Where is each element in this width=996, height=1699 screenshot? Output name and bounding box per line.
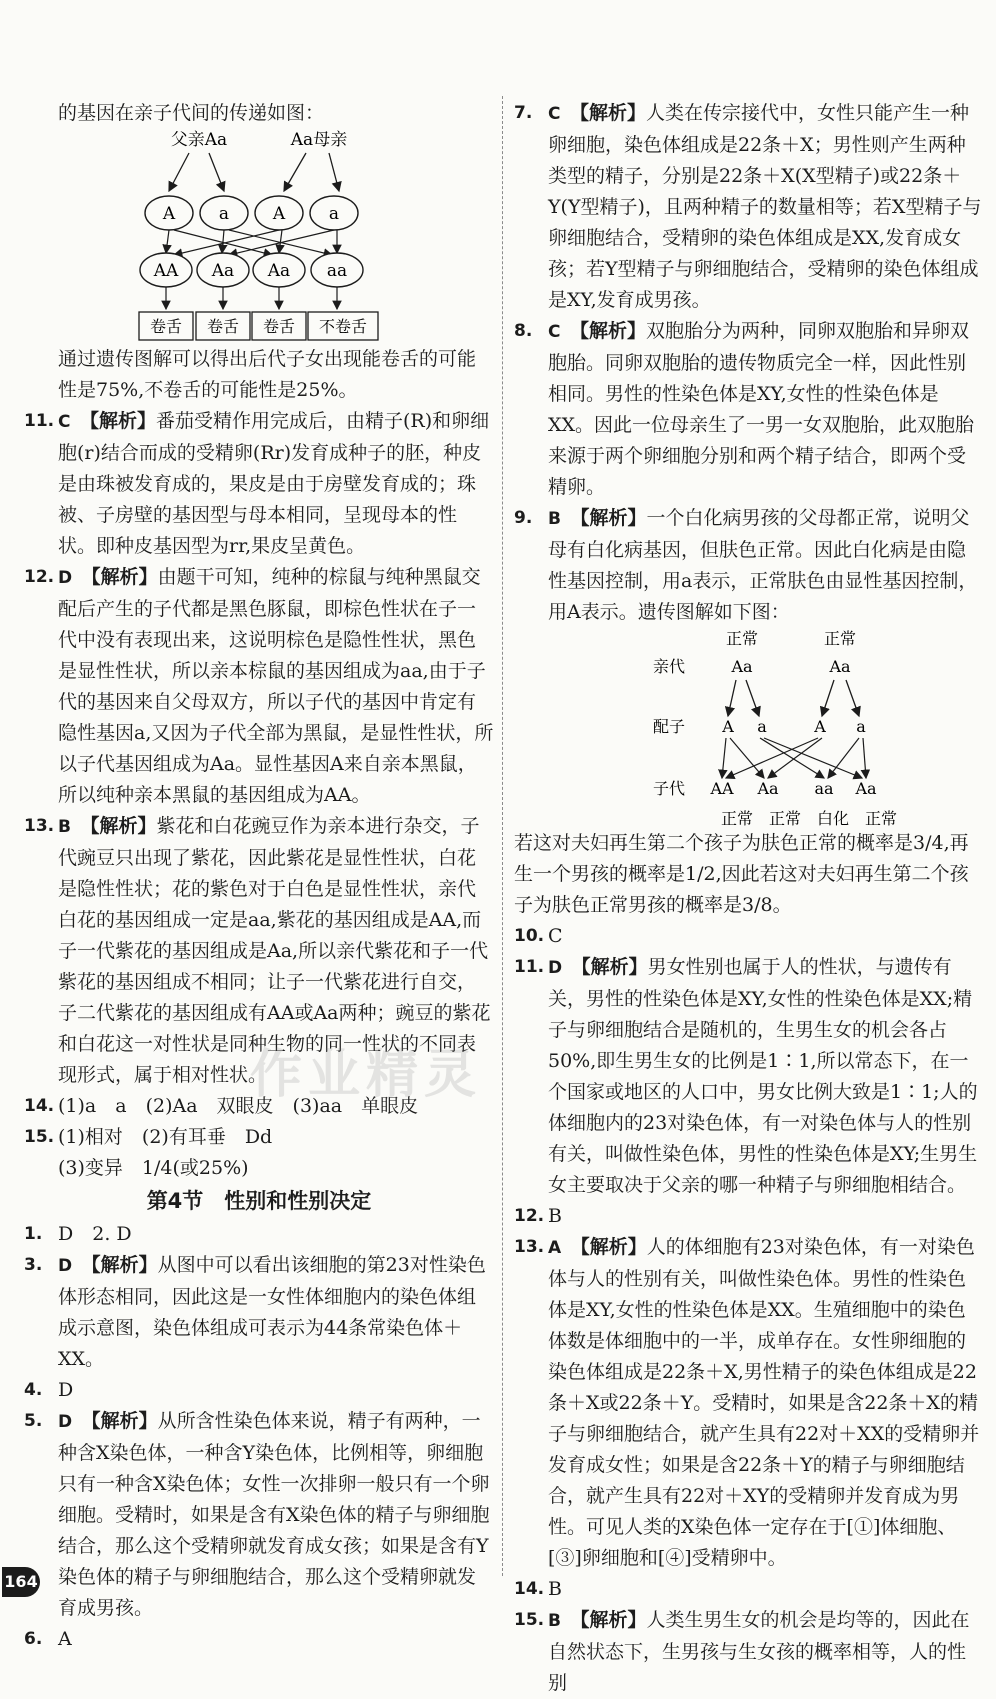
offspring-label: AA [153, 261, 179, 281]
watermark: 作业精灵 [250, 1045, 483, 1105]
answer-number: 7. [514, 103, 533, 123]
analysis-tag: 【解析】 [89, 815, 157, 837]
row-label-gametes: 配子 [652, 717, 686, 736]
answer-number: 3. [24, 1255, 43, 1275]
analysis-tag: 【解析】 [579, 507, 647, 529]
row-label-offspring: 子代 [652, 779, 686, 798]
mother-label: Aa母亲 [290, 130, 348, 150]
answer-text: 紫花和白花豌豆作为亲本进行杂交，子代豌豆只出现了紫花，因此紫花是显性性状，白花是隐性性状；花的紫色对于白色是显性性状，亲代白花的基因组成一定是aa,紫花的基因组成是AA,而子一代紫花的基因组成是Aa,所以亲代紫花和子一代紫花的基因组成不相同；让子一代紫花进行自交，子二代紫花的基因组成有AA或Aa两种；豌豆的紫花和白花这一对性状是同种生物的同一性状的不同表现形式，属于相对性状。 [58, 815, 491, 1086]
answer-number: 6. [24, 1629, 43, 1649]
answer-13r [514, 1232, 984, 1574]
parent-genotype: Aa [829, 657, 851, 676]
offspring-genotype: AA [710, 779, 734, 798]
answer-choice: B [548, 509, 561, 529]
answer-11 [24, 406, 494, 562]
phenotype-label: 卷舌 [206, 317, 240, 336]
answer-text: D 2. D [58, 1223, 132, 1245]
intro-text: 的基因在亲子代间的传递如图： [58, 102, 325, 124]
parent-phenotype: 正常 [823, 629, 857, 648]
answer-choice: D [58, 568, 73, 588]
section-title: 第4节 性别和性别决定 [146, 1189, 372, 1213]
answer-text: 人类在传宗接代中，女性只能产生一种卵细胞，染色体组成是22条＋X；男性则产生两种类型的精子，分别是22条＋X(X型精子)或22条＋Y(Y型精子)，且两种精子的数量相等；若X型精子与卵细胞结合，受精卵的染色体组成是XX,发育成女孩；若Y型精子与卵细胞结合，受精卵的染色体组成是XY,发育成男孩。 [548, 102, 982, 311]
analysis-tag: 【解析】 [581, 956, 648, 978]
answer-12 [24, 562, 494, 811]
gamete-label: a [328, 204, 340, 224]
offspring-genotype: Aa [757, 779, 779, 798]
answer-text: 从所含性染色体来说，精子有两种，一种含X染色体，一种含Y染色体，比例相等，卵细胞只有一种含X染色体；女性一次排卵一般只有一个卵细胞。受精时，如果是含有X染色体的精子与卵细胞结合，那么这个受精卵就发育成女孩；如果是含有Y染色体的精子与卵细胞结合，那么这个受精卵就发育成男孩。 [58, 1410, 490, 1619]
parent-genotype: Aa [731, 657, 753, 676]
answer-9 [514, 503, 984, 628]
answer-text: (3)变异 1/4(或25%) [58, 1157, 249, 1179]
answer-choice: B [548, 1611, 561, 1631]
analysis-tag: 【解析】 [579, 1609, 647, 1631]
answer-number: 14. [24, 1096, 55, 1116]
offspring-label: aa [326, 261, 348, 281]
answer-14r [514, 1574, 984, 1605]
answer-choice: D [548, 958, 563, 978]
offspring-label: Aa [267, 261, 291, 281]
answer-text: (1)a a (2)Aa 双眼皮 (3)aa 单眼皮 [58, 1095, 419, 1117]
answer-text: A [58, 1628, 72, 1650]
answer-12r [514, 1201, 984, 1232]
answer-choice: C [58, 412, 71, 432]
answer-text: 男女性别也属于人的性状，与遗传有关，男性的性染色体是XY,女性的性染色体是XX;精子与卵细胞结合是随机的，生男生女的机会各占50%,即生男生女的比例是1∶1,所以常态下，在一个国家或地区的人口中，男女比例大致是1∶1;人的体细胞内的23对染色体，有一对染色体与人的性别有关，叫做性染色体，男性的性染色体是XY;生男生女主要取决于父亲的哪一种精子与卵细胞相结合。 [548, 956, 978, 1196]
answer-6 [24, 1624, 494, 1655]
rolling-tongue-diagram [34, 129, 474, 344]
analysis-tag: 【解析】 [580, 1236, 647, 1258]
answer-10 [514, 921, 984, 952]
answer-choice: A [548, 1238, 562, 1258]
answer-number: 9. [514, 508, 533, 528]
gamete-label: A [814, 717, 826, 736]
phenotype-label: 卷舌 [262, 317, 296, 336]
gamete-label: A [162, 204, 176, 224]
offspring-phenotypes: 正常 正常 白化 正常 [720, 809, 898, 828]
answer-text: B [548, 1205, 562, 1227]
answer-choice: C [548, 322, 561, 342]
father-label: 父亲Aa [170, 130, 228, 150]
left-column [24, 98, 494, 1655]
answer-11r [514, 952, 984, 1201]
offspring-genotype: Aa [855, 779, 877, 798]
answer-4 [24, 1375, 494, 1406]
parent-phenotype: 正常 [725, 629, 759, 648]
answer-number: 1. [24, 1224, 43, 1244]
analysis-tag: 【解析】 [89, 410, 157, 432]
probability-text: 若这对夫妇再生第二个孩子为肤色正常的概率是3/4,再生一个男孩的概率是1/2,因此若这对夫妇再生第二个孩子为肤色正常男孩的概率是3/8。 [514, 832, 969, 916]
answer-text: 一个白化病男孩的父母都正常，说明父母有白化病基因，但肤色正常。因此白化病是由隐性基因控制，用a表示，正常肤色由显性基因控制，用A表示。遗传图解如下图： [548, 507, 978, 623]
answer-7 [514, 98, 984, 316]
analysis-tag: 【解析】 [579, 102, 647, 124]
answer-15r [514, 1605, 984, 1699]
answer-choice: B [58, 817, 71, 837]
analysis-tag: 【解析】 [91, 1410, 158, 1432]
answer-1-2 [24, 1219, 494, 1250]
answer-number: 15. [24, 1127, 55, 1147]
diagram-conclusion: 通过遗传图解可以得出后代子女出现能卷舌的可能性是75%,不卷舌的可能性是25%。 [58, 348, 477, 401]
answer-number: 12. [514, 1206, 545, 1226]
page-number: 164 [2, 1567, 40, 1597]
answer-number: 11. [24, 411, 55, 431]
answer-number: 14. [514, 1579, 545, 1599]
answer-15 [24, 1122, 494, 1184]
gamete-label: A [722, 717, 734, 736]
answer-number: 5. [24, 1411, 43, 1431]
gamete-label: a [218, 204, 230, 224]
answer-text: 人类生男生女的机会是均等的，因此在自然状态下，生男孩与生女孩的概率相等，人的性别 [548, 1609, 970, 1694]
answer-choice: C [548, 104, 561, 124]
phenotype-label: 卷舌 [149, 317, 183, 336]
answer-text: B [548, 1578, 562, 1600]
analysis-tag: 【解析】 [579, 320, 647, 342]
answer-number: 8. [514, 321, 533, 341]
answer-number: 11. [514, 957, 545, 977]
answer-number: 10. [514, 926, 545, 946]
answer-text: 人的体细胞有23对染色体，有一对染色体与人的性别有关，叫做性染色体。男性的性染色体是XY,女性的性染色体是XX。生殖细胞中的染色体数是体细胞中的一半，成单存在。女性卵细胞的染色体组成是22条＋X,男性精子的染色体组成是22条＋X或22条＋Y。受精时，如果是含22条＋X的精子与卵细胞结合，就产生具有22对＋XX的受精卵并发育成女性；如果是含22条＋Y的精子与卵细胞结合，就产生具有22对＋XY的受精卵并发育成为男性。可见人类的X染色体一定存在于[①]体细胞、[③]卵细胞和[④]受精卵中。 [548, 1236, 980, 1569]
albinism-diagram [524, 628, 964, 828]
right-column [514, 98, 984, 1699]
answer-number: 4. [24, 1380, 43, 1400]
answer-8 [514, 316, 984, 503]
gamete-label: A [272, 204, 286, 224]
column-divider [502, 96, 503, 1576]
answer-3 [24, 1250, 494, 1375]
row-label-parents: 亲代 [652, 657, 686, 676]
answer-text: 由题干可知，纯种的棕鼠与纯种黑鼠交配后产生的子代都是黑色豚鼠，即棕色性状在子一代中没有表现出来，这说明棕色是隐性性状，黑色是显性性状，所以亲本棕鼠的基因组成为aa,由于子代的基因来自父母双方，所以子代的基因中肯定有隐性基因a,又因为子代全部为黑鼠，是显性性状，所以子代基因组成为Aa。显性基因A来自亲本黑鼠，所以纯种亲本黑鼠的基因组成为AA。 [58, 566, 494, 806]
answer-choice: D [58, 1412, 73, 1432]
answer-number: 13. [24, 816, 55, 836]
answer-text: (1)相对 (2)有耳垂 Dd [58, 1126, 273, 1148]
answer-number: 13. [514, 1237, 545, 1257]
answer-choice: D [58, 1256, 73, 1276]
answer-text: 从图中可以看出该细胞的第23对性染色体形态相同，因此这是一女性体细胞内的染色体组成示意图，染色体组成可表示为44条常染色体＋XX。 [58, 1254, 486, 1370]
offspring-genotype: aa [814, 779, 834, 798]
answer-number: 15. [514, 1610, 545, 1630]
gamete-label: a [757, 717, 767, 736]
answer-5 [24, 1406, 494, 1624]
analysis-tag: 【解析】 [91, 566, 158, 588]
gamete-label: a [856, 717, 866, 736]
answer-text: C [548, 925, 563, 947]
answer-text: 双胞胎分为两种，同卵双胞胎和异卵双胞胎。同卵双胞胎的遗传物质完全一样，因此性别相同。男性的性染色体是XY,女性的性染色体是XX。因此一位母亲生了一男一女双胞胎，此双胞胎来源于两个卵细胞分别和两个精子结合，即两个受精卵。 [548, 320, 975, 498]
answer-text: 番茄受精作用完成后，由精子(R)和卵细胞(r)结合而成的受精卵(Rr)发育成种子的胚，种皮是由珠被发育成的，果皮是由于房壁发育成的；珠被、子房壁的基因型与母本相同，呈现母本的性状。即种皮基因型为rr,果皮呈黄色。 [58, 410, 490, 557]
offspring-label: Aa [211, 261, 235, 281]
analysis-tag: 【解析】 [91, 1254, 158, 1276]
answer-text: D [58, 1379, 74, 1401]
phenotype-label: 不卷舌 [318, 317, 368, 336]
answer-number: 12. [24, 567, 55, 587]
